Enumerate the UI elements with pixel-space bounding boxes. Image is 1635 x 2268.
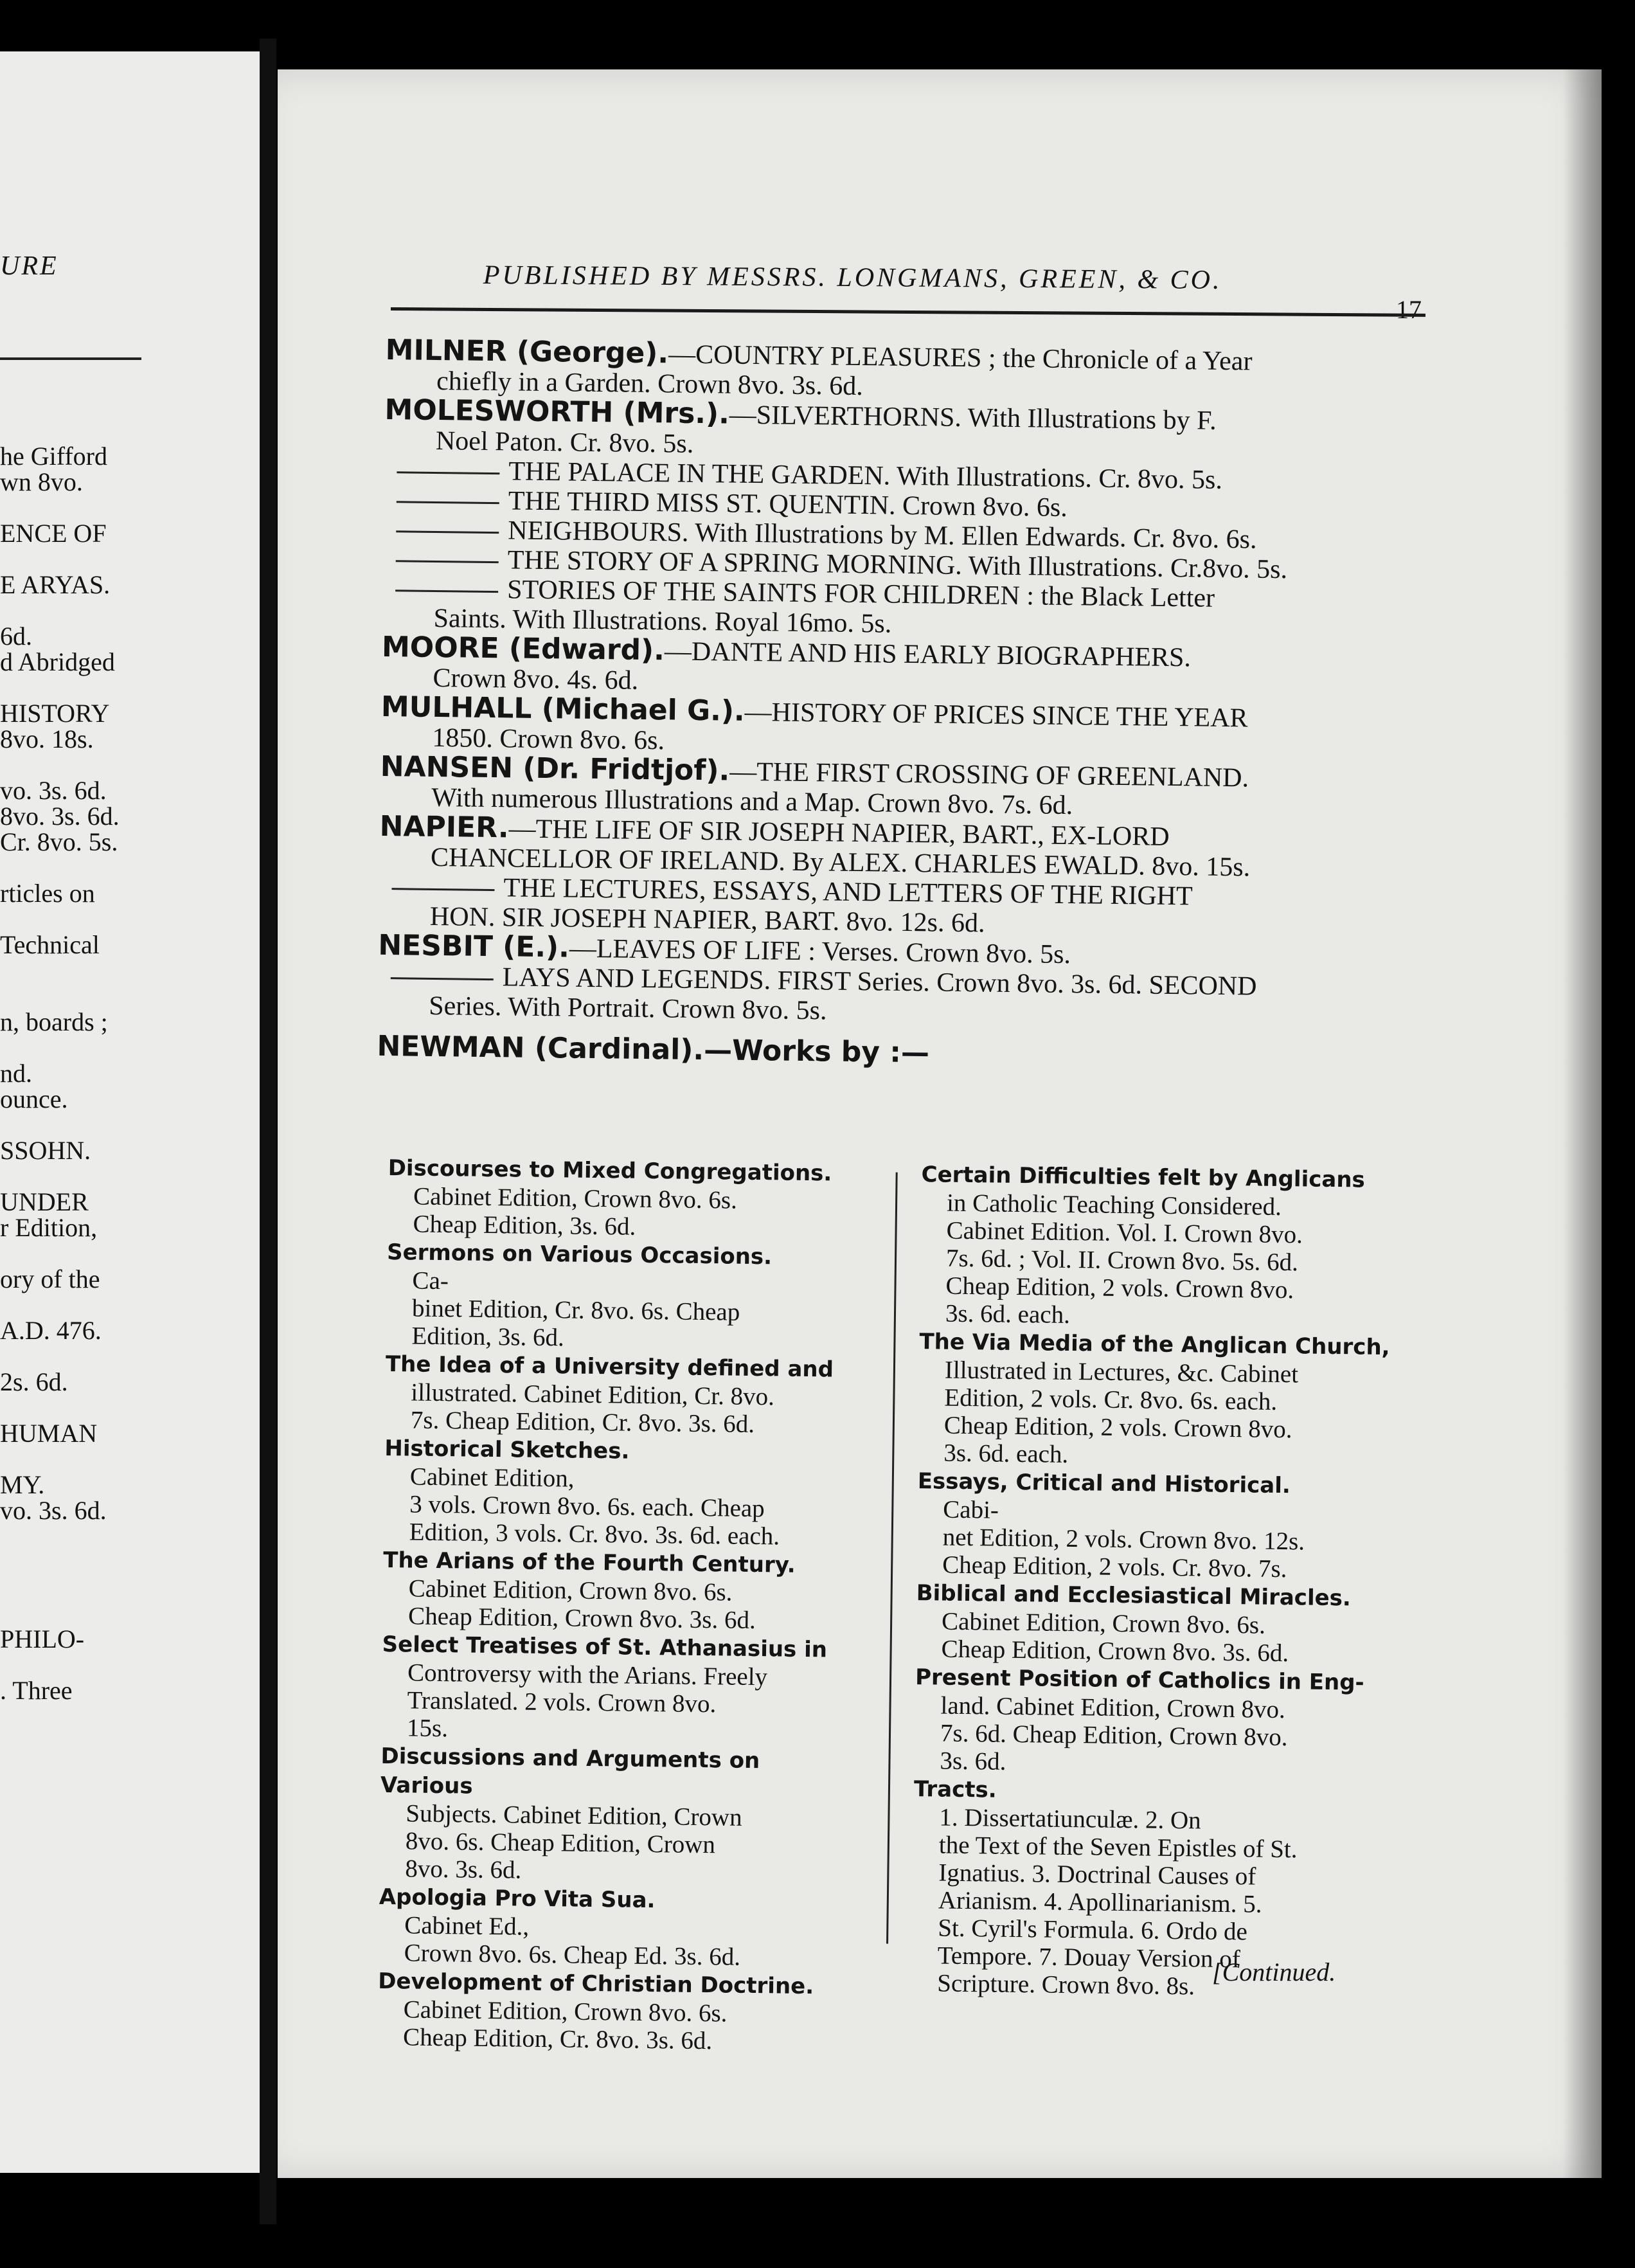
entry-text: —THE FIRST CROSSING OF GREENLAND. (729, 757, 1249, 793)
left-page-line: Technical (0, 930, 100, 959)
left-page-line (0, 1238, 141, 1264)
ditto-dash (396, 530, 499, 534)
work-line: Cabinet Edition, Crown 8vo. 6s. (413, 1182, 738, 1214)
entry-text: THE PALACE IN THE GARDEN. With Illustrations. Cr. 8vo. 5s. (508, 456, 1223, 495)
work-line: the Text of the Seven Epistles of St. (938, 1831, 1298, 1864)
entry-text: STORIES OF THE SAINTS FOR CHILDREN : the Black Letter (506, 575, 1215, 613)
author-name: MULHALL (Michael G.). (380, 690, 746, 728)
work-entry (387, 1153, 864, 1243)
work-line: Subjects. Cabinet Edition, Crown (406, 1799, 742, 1832)
column-divider (886, 1173, 898, 1944)
work-entry (385, 1349, 862, 1439)
left-page-line: d Abridged (0, 647, 115, 676)
entry-text: NEIGHBOURS. With Illustrations by M. Ellen Edwards. Cr. 8vo. 6s. (508, 516, 1257, 555)
left-column (377, 1153, 864, 2056)
page-number: 17 (1396, 295, 1422, 324)
work-title: Certain Difficulties felt by Anglicans (921, 1162, 1366, 1193)
work-line: Tempore. 7. Douay Version of (937, 1941, 1240, 1974)
left-page-line: r Edition, (0, 1213, 98, 1242)
work-entry (381, 1630, 858, 1747)
left-page-line: E ARYAS. (0, 570, 111, 599)
work-line: Ignatius. 3. Doctrinal Causes of (938, 1859, 1256, 1891)
work-line: 3s. 6d. each. (945, 1299, 1071, 1329)
work-entry (377, 1967, 854, 2056)
work-line: Cabinet Ed., (404, 1911, 530, 1941)
left-page-line: MY. (0, 1470, 45, 1499)
right-column (911, 1160, 1397, 2003)
left-page-line (0, 1547, 141, 1572)
left-page-header: URE (0, 251, 58, 281)
work-line (387, 1238, 862, 1272)
book-gutter (260, 39, 276, 2224)
left-page-line (0, 904, 141, 930)
entry-text: Crown 8vo. 4s. 6d. (433, 663, 639, 696)
ditto-dash (397, 501, 499, 504)
work-line: illustrated. Cabinet Edition, Cr. 8vo. (411, 1378, 775, 1411)
left-page-line (0, 1598, 141, 1624)
left-page-line: n, boards ; (0, 1007, 108, 1036)
work-entry (918, 1327, 1395, 1472)
ditto-dash (391, 888, 494, 891)
left-page-line (0, 750, 141, 775)
work-title: Discourses to Mixed Congregations. (388, 1155, 832, 1187)
left-page-line: A.D. 476. (0, 1316, 102, 1345)
work-line: Cheap Edition, 2 vols. Crown 8vo. (945, 1272, 1294, 1304)
left-page-line: Cr. 8vo. 5s. (0, 827, 118, 856)
author-name: MOLESWORTH (Mrs.). (384, 393, 730, 431)
work-line: land. Cabinet Edition, Crown 8vo. (940, 1691, 1285, 1724)
work-line: Translated. 2 vols. Crown 8vo. (407, 1686, 717, 1718)
left-page-line: ounce. (0, 1084, 68, 1113)
work-line: Cabinet Edition, (409, 1462, 575, 1493)
left-page-line: nd. (0, 1059, 32, 1088)
catalogue-entry (377, 961, 1406, 1033)
work-title: The Arians of the Fourth Century. (383, 1547, 796, 1578)
left-page-rule (0, 357, 141, 360)
work-title: Biblical and Ecclesiastical Miracles. (916, 1580, 1352, 1612)
left-page-line (0, 1341, 141, 1367)
left-page-line (0, 1521, 141, 1547)
left-page-line (0, 955, 141, 981)
ditto-dash (391, 977, 494, 980)
ditto-dash (395, 590, 498, 593)
work-title: Development of Christian Doctrine. (378, 1968, 814, 2000)
entry-text: —DANTE AND HIS EARLY BIOGRAPHERS. (664, 636, 1192, 673)
left-page-line: rticles on (0, 879, 95, 908)
work-line: 7s. 6d. Cheap Edition, Crown 8vo. (940, 1719, 1288, 1752)
work-line: Cabinet Edition, Crown 8vo. 6s. (403, 1995, 728, 2028)
works-by-label: —Works by :— (703, 1034, 930, 1070)
left-page-line: HUMAN (0, 1419, 98, 1448)
running-head: PUBLISHED BY MESSRS. LONGMANS, GREEN, & CO. (483, 260, 1222, 296)
work-title: Tracts. (913, 1776, 997, 1803)
work-title: The Idea of a University defined and (385, 1351, 834, 1383)
entry-text: —COUNTRY PLEASURES ; the Chronicle of a Year (668, 339, 1253, 377)
continued-note: [Continued. (1212, 1958, 1336, 1986)
left-page (0, 51, 270, 2173)
work-entry (914, 1662, 1391, 1780)
left-page-line (0, 595, 141, 621)
work-title: Select Treatises of St. Athanasius in (382, 1631, 828, 1663)
left-page-line (0, 415, 141, 441)
author-name: NESBIT (E.). (378, 928, 570, 964)
work-title: Historical Sketches. (384, 1435, 630, 1464)
work-line: Arianism. 4. Apollinarianism. 5. (938, 1886, 1262, 1918)
left-page-line: vo. 3s. 6d. (0, 1496, 107, 1525)
work-line: Ca- (412, 1266, 449, 1295)
work-line: 7s. 6d. ; Vol. II. Crown 8vo. 5s. 6d. (945, 1244, 1299, 1277)
entry-text: With numerous Illustrations and a Map. Crown 8vo. 7s. 6d. (431, 782, 1073, 821)
entry-text: THE LECTURES, ESSAYS, AND LETTERS OF THE RIGHT (503, 873, 1193, 912)
work-line: Crown 8vo. 6s. Cheap Ed. 3s. 6d. (404, 1939, 741, 1971)
work-line: Edition, 3s. 6d. (411, 1322, 565, 1352)
entry-text: —SILVERTHORNS. With Illustrations by F. (729, 400, 1217, 436)
work-line: 7s. Cheap Edition, Cr. 8vo. 3s. 6d. (410, 1406, 755, 1438)
left-page-line (0, 1161, 141, 1187)
entry-text: LAYS AND LEGENDS. FIRST Series. Crown 8vo. 3s. 6d. SECOND (502, 962, 1257, 1002)
left-page-line: . Three (0, 1676, 73, 1705)
entry-text: HON. SIR JOSEPH NAPIER, BART. 8vo. 12s. 6d. (429, 901, 985, 939)
work-entry (386, 1238, 862, 1355)
work-line: 3s. 6d. each. (943, 1439, 1069, 1468)
work-line: Cabinet Edition, Crown 8vo. 6s. (408, 1574, 733, 1607)
work-line: Cheap Edition, Crown 8vo. 3s. 6d. (941, 1635, 1289, 1668)
left-page-line: ory of the (0, 1264, 100, 1293)
work-entry (384, 1434, 861, 1551)
work-entry (920, 1160, 1397, 1333)
work-line: Cabinet Edition, Crown 8vo. 6s. (941, 1607, 1266, 1639)
work-title: Present Position of Catholics in Eng- (915, 1664, 1364, 1696)
left-page-line (0, 981, 141, 1007)
work-line: 3s. 6d. (940, 1747, 1006, 1776)
newman-works (378, 1153, 1404, 2055)
work-line: Cabinet Edition. Vol. I. Crown 8vo. (946, 1216, 1303, 1249)
left-page-line: wn 8vo. (0, 467, 83, 496)
left-page-line (0, 1444, 141, 1470)
work-line: Cheap Edition, 2 vols. Cr. 8vo. 7s. (942, 1551, 1287, 1583)
entry-text: chiefly in a Garden. Crown 8vo. 3s. 6d. (436, 366, 864, 402)
left-page-line (0, 1572, 141, 1598)
left-page-line: ENCE OF (0, 519, 107, 548)
entry-text: —THE LIFE OF SIR JOSEPH NAPIER, BART., EX-LORD (508, 814, 1170, 852)
work-line: net Edition, 2 vols. Crown 8vo. 12s. (942, 1523, 1305, 1556)
entry-text: Saints. With Illustrations. Royal 16mo. 5s. (433, 603, 892, 639)
entry-text: THE THIRD MISS ST. QUENTIN. Crown 8vo. 6s. (508, 486, 1068, 523)
left-page-line: SSOHN. (0, 1136, 91, 1165)
work-title: Sermons on Various Occasions. (386, 1239, 773, 1270)
left-page-line: 8vo. 18s. (0, 724, 94, 753)
entry-text: 1850. Crown 8vo. 6s. (432, 723, 665, 756)
work-line: 15s. (406, 1714, 449, 1743)
catalogue-entries (377, 336, 1414, 1078)
work-entry (379, 1882, 855, 1972)
ditto-dash (397, 471, 499, 474)
left-page-lines (0, 415, 141, 1705)
left-page-line: 2s. 6d. (0, 1367, 68, 1396)
author-name: NEWMAN (Cardinal). (377, 1029, 704, 1067)
work-line: 8vo. 3s. 6d. (405, 1855, 522, 1884)
entry-text: Series. With Portrait. Crown 8vo. 5s. (428, 991, 827, 1026)
left-page-line: PHILO- (0, 1625, 85, 1653)
left-page-line: vo. 3s. 6d. (0, 776, 107, 805)
work-line: 3 vols. Crown 8vo. 6s. each. Cheap (409, 1490, 765, 1523)
work-line: Scripture. Crown 8vo. 8s. (937, 1969, 1195, 2001)
work-entry (379, 1742, 857, 1888)
author-name: NAPIER. (379, 809, 509, 845)
left-page-line (0, 1650, 141, 1675)
left-page-line (0, 544, 141, 570)
work-title: Essays, Critical and Historical. (917, 1468, 1291, 1499)
entry-text: Noel Paton. Cr. 8vo. 5s. (435, 426, 694, 459)
work-line: 8vo. 6s. Cheap Edition, Crown (405, 1827, 716, 1859)
work-title: Apologia Pro Vita Sua. (379, 1884, 656, 1914)
left-page-line: 6d. (0, 622, 32, 651)
work-line: Cheap Edition, Cr. 8vo. 3s. 6d. (402, 2023, 713, 2055)
work-title: The Via Media of the Anglican Church, (919, 1329, 1390, 1361)
left-page-line (0, 1290, 141, 1315)
left-page-line (0, 1032, 141, 1058)
work-line: binet Edition, Cr. 8vo. 6s. Cheap (411, 1294, 740, 1326)
entry-text: THE STORY OF A SPRING MORNING. With Illustrations. Cr.8vo. 5s. (507, 545, 1288, 585)
left-page-line (0, 852, 141, 878)
work-entry (382, 1545, 859, 1635)
work-line: Cabi- (943, 1495, 999, 1524)
work-entry (916, 1466, 1393, 1584)
work-entry (915, 1578, 1392, 1668)
entry-text: —HISTORY OF PRICES SINCE THE YEAR (744, 697, 1248, 734)
work-line: Edition, 2 vols. Cr. 8vo. 6s. each. (944, 1383, 1278, 1416)
author-name: MILNER (George). (385, 334, 669, 370)
ditto-dash (396, 560, 499, 563)
work-line: Illustrated in Lectures, &c. Cabinet (944, 1356, 1299, 1389)
work-line: Cheap Edition, Crown 8vo. 3s. 6d. (407, 1602, 756, 1635)
work-line: 1. Dissertatiunculæ. 2. On (939, 1803, 1201, 1835)
left-page-line (0, 1110, 141, 1135)
work-line: Controversy with the Arians. Freely (407, 1659, 768, 1691)
work-line: Cheap Edition, 3s. 6d. (413, 1210, 636, 1241)
work-line: Edition, 3 vols. Cr. 8vo. 3s. 6d. each. (409, 1518, 780, 1551)
left-page-line: he Gifford (0, 442, 107, 471)
work-line: in Catholic Teaching Considered. (946, 1189, 1282, 1221)
entry-text: CHANCELLOR OF IRELAND. By ALEX. CHARLES EWALD. 8vo. 15s. (430, 842, 1251, 883)
work-line: St. Cyril's Formula. 6. Ordo de (938, 1914, 1248, 1946)
left-page-line (0, 672, 141, 698)
author-name: MOORE (Edward). (381, 630, 665, 667)
work-title: Discussions and Arguments on Various (380, 1743, 760, 1799)
work-line: Cheap Edition, 2 vols. Crown 8vo. (943, 1411, 1292, 1444)
left-page-line (0, 1392, 141, 1418)
left-page-line: UNDER (0, 1187, 89, 1216)
work-line (380, 1742, 857, 1805)
left-page-line: HISTORY (0, 699, 110, 728)
left-page-line (0, 492, 141, 518)
entry-text: —LEAVES OF LIFE : Verses. Crown 8vo. 5s. (569, 933, 1071, 970)
author-name: NANSEN (Dr. Fridtjof). (380, 750, 730, 788)
left-page-line: 8vo. 3s. 6d. (0, 802, 120, 831)
